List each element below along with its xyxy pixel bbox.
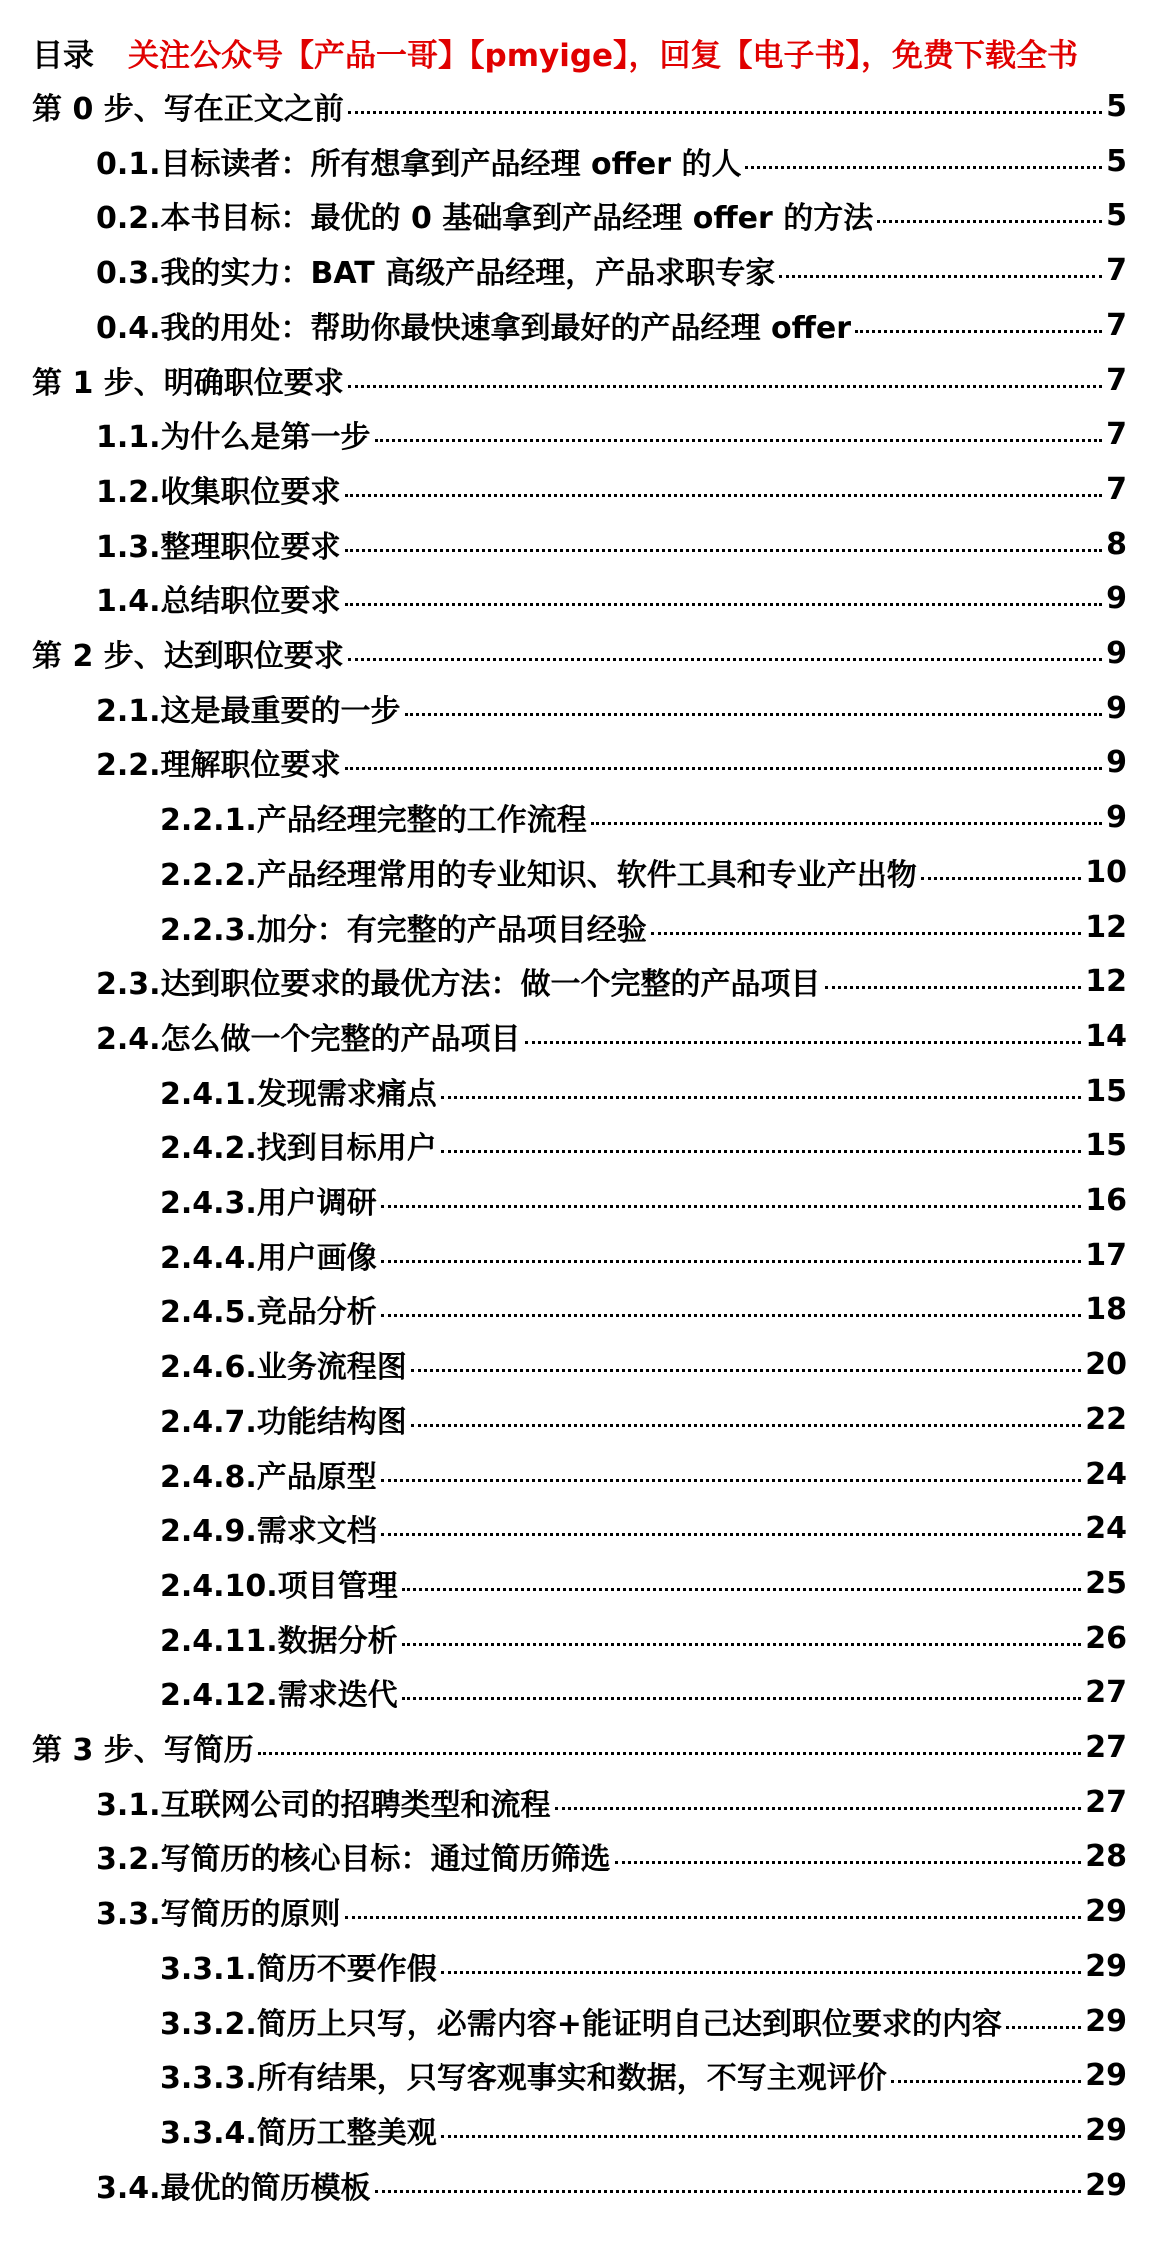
dot-leader bbox=[745, 166, 1102, 169]
toc-entry[interactable] bbox=[160, 1995, 1127, 2047]
dot-leader bbox=[441, 2135, 1081, 2138]
toc-entry-label: 2.4.12.需求迭代 bbox=[160, 1678, 398, 1713]
toc-entry-label: 2.4.11.数据分析 bbox=[160, 1624, 398, 1659]
dot-leader bbox=[345, 549, 1103, 552]
toc-entry[interactable] bbox=[96, 299, 1127, 351]
dot-leader bbox=[441, 1096, 1081, 1099]
toc-entry-label: 2.4.6.业务流程图 bbox=[160, 1350, 407, 1385]
toc-entry-label: 0.1.目标读者：所有想拿到产品经理 offer 的人 bbox=[96, 147, 742, 182]
toc-entry-label: 第 2 步、达到职位要求 bbox=[32, 639, 344, 674]
toc-entry[interactable] bbox=[96, 408, 1127, 460]
toc-entry-label: 0.2.本书目标：最优的 0 基础拿到产品经理 offer 的方法 bbox=[96, 201, 874, 236]
toc-entry-page-number: 16 bbox=[1085, 1182, 1127, 1218]
toc-entry-label: 2.2.1.产品经理完整的工作流程 bbox=[160, 803, 587, 838]
toc-entry[interactable] bbox=[160, 1174, 1127, 1226]
toc-entry-label: 2.2.2.产品经理常用的专业知识、软件工具和专业产出物 bbox=[160, 858, 917, 893]
toc-entry-label: 3.3.1.简历不要作假 bbox=[160, 1952, 437, 1987]
dot-leader bbox=[402, 1588, 1082, 1591]
toc-entry-label: 2.4.7.功能结构图 bbox=[160, 1405, 407, 1440]
toc-entry-page-number: 9 bbox=[1106, 635, 1127, 671]
toc-entry[interactable] bbox=[160, 1666, 1127, 1718]
dot-leader bbox=[779, 275, 1102, 278]
toc-entry-label: 2.3.达到职位要求的最优方法：做一个完整的产品项目 bbox=[96, 967, 821, 1002]
toc-entry[interactable] bbox=[96, 463, 1127, 515]
toc-entry[interactable] bbox=[96, 572, 1127, 624]
toc-entry-page-number: 29 bbox=[1085, 2057, 1127, 2093]
dot-leader bbox=[375, 439, 1103, 442]
toc-entry[interactable] bbox=[160, 1940, 1127, 1992]
toc-entry-page-number: 29 bbox=[1085, 1948, 1127, 1984]
toc-entry-label: 2.1.这是最重要的一步 bbox=[96, 694, 401, 729]
toc-entry-label: 第 3 步、写简历 bbox=[32, 1733, 254, 1768]
dot-leader bbox=[555, 1807, 1082, 1810]
toc-entry-page-number: 17 bbox=[1085, 1237, 1127, 1273]
toc-entry[interactable] bbox=[160, 1229, 1127, 1281]
toc-entry-label: 2.4.2.找到目标用户 bbox=[160, 1131, 437, 1166]
toc-entry-page-number: 15 bbox=[1085, 1073, 1127, 1109]
toc-entry[interactable] bbox=[160, 1065, 1127, 1117]
toc-entry[interactable] bbox=[32, 354, 1127, 406]
dot-leader bbox=[441, 1150, 1081, 1153]
toc-entry[interactable] bbox=[160, 846, 1127, 898]
toc-entry-label: 3.3.3.所有结果，只写客观事实和数据，不写主观评价 bbox=[160, 2061, 887, 2096]
toc-entry-label: 3.1.互联网公司的招聘类型和流程 bbox=[96, 1788, 551, 1823]
toc-entry-label: 2.4.8.产品原型 bbox=[160, 1460, 377, 1495]
toc-entry-page-number: 20 bbox=[1085, 1346, 1127, 1382]
toc-entry[interactable] bbox=[96, 1776, 1127, 1828]
toc-entry-page-number: 7 bbox=[1106, 307, 1127, 343]
toc-entry-label: 0.4.我的用处：帮助你最快速拿到最好的产品经理 offer bbox=[96, 311, 852, 346]
toc-entry[interactable] bbox=[160, 2104, 1127, 2156]
toc-entry-page-number: 9 bbox=[1106, 744, 1127, 780]
toc-entry-label: 第 0 步、写在正文之前 bbox=[32, 92, 344, 127]
toc-entry-page-number: 26 bbox=[1085, 1620, 1127, 1656]
dot-leader bbox=[381, 1533, 1081, 1536]
toc-entry-page-number: 7 bbox=[1106, 471, 1127, 507]
toc-entry[interactable] bbox=[96, 518, 1127, 570]
toc-entry-page-number: 7 bbox=[1106, 252, 1127, 288]
dot-leader bbox=[381, 1479, 1081, 1482]
toc-entry-page-number: 15 bbox=[1085, 1127, 1127, 1163]
toc-entry-label: 1.1.为什么是第一步 bbox=[96, 420, 371, 455]
toc-entry-label: 2.2.3.加分：有完整的产品项目经验 bbox=[160, 913, 647, 948]
toc-entry-page-number: 22 bbox=[1085, 1401, 1127, 1437]
toc-entry[interactable] bbox=[160, 901, 1127, 953]
dot-leader bbox=[381, 1205, 1081, 1208]
toc-entry[interactable] bbox=[160, 791, 1127, 843]
dot-leader bbox=[375, 2190, 1082, 2193]
dot-leader bbox=[348, 658, 1102, 661]
toc-entry-page-number: 18 bbox=[1085, 1291, 1127, 1327]
toc-entry-label: 2.2.理解职位要求 bbox=[96, 748, 341, 783]
toc-entry-label: 1.4.总结职位要求 bbox=[96, 584, 341, 619]
toc-entry-label: 3.3.2.简历上只写，必需内容+能证明自己达到职位要求的内容 bbox=[160, 2007, 1002, 2042]
toc-entry[interactable] bbox=[160, 1338, 1127, 1390]
toc-entry[interactable] bbox=[96, 189, 1127, 241]
toc-entry-page-number: 12 bbox=[1085, 909, 1127, 945]
dot-leader bbox=[1006, 2026, 1081, 2029]
toc-entry-page-number: 12 bbox=[1085, 963, 1127, 999]
toc-entry[interactable] bbox=[160, 1612, 1127, 1664]
toc-entry-page-number: 27 bbox=[1085, 1674, 1127, 1710]
toc-entry-label: 2.4.3.用户调研 bbox=[160, 1186, 377, 1221]
toc-entry-page-number: 25 bbox=[1085, 1565, 1127, 1601]
dot-leader bbox=[921, 877, 1081, 880]
toc-entry[interactable] bbox=[160, 1393, 1127, 1445]
dot-leader bbox=[345, 603, 1103, 606]
toc-header bbox=[32, 30, 1078, 74]
dot-leader bbox=[441, 1971, 1081, 1974]
dot-leader bbox=[615, 1861, 1082, 1864]
dot-leader bbox=[381, 1260, 1081, 1263]
promo-notice: 关注公众号【产品一哥】【pmyige】，回复【电子书】，免费下载全书 bbox=[128, 37, 1079, 74]
toc-entry-page-number: 7 bbox=[1106, 416, 1127, 452]
toc-entry-page-number: 29 bbox=[1085, 1893, 1127, 1929]
toc-entry-label: 3.2.写简历的核心目标：通过简历筛选 bbox=[96, 1842, 611, 1877]
toc-entry-page-number: 5 bbox=[1106, 88, 1127, 124]
toc-entry[interactable] bbox=[96, 1010, 1127, 1062]
toc-entry-page-number: 8 bbox=[1106, 526, 1127, 562]
toc-entry-label: 3.3.4.简历工整美观 bbox=[160, 2116, 437, 2151]
toc-entry-page-number: 28 bbox=[1085, 1838, 1127, 1874]
toc-entry[interactable] bbox=[96, 1830, 1127, 1882]
toc-entry-label: 2.4.怎么做一个完整的产品项目 bbox=[96, 1022, 521, 1057]
toc-entry-label: 2.4.5.竞品分析 bbox=[160, 1295, 377, 1330]
dot-leader bbox=[345, 1916, 1082, 1919]
toc-entry-label: 0.3.我的实力：BAT 高级产品经理，产品求职专家 bbox=[96, 256, 776, 291]
dot-leader bbox=[825, 986, 1082, 989]
toc-entry[interactable] bbox=[96, 682, 1127, 734]
toc-entry-label: 2.4.4.用户画像 bbox=[160, 1241, 377, 1276]
toc-entry-page-number: 5 bbox=[1106, 143, 1127, 179]
dot-leader bbox=[411, 1369, 1081, 1372]
toc-entry-page-number: 9 bbox=[1106, 580, 1127, 616]
toc-entry[interactable] bbox=[160, 1119, 1127, 1171]
toc-entry-page-number: 27 bbox=[1085, 1784, 1127, 1820]
toc-entry-page-number: 29 bbox=[1085, 2003, 1127, 2039]
toc-entry[interactable] bbox=[96, 955, 1127, 1007]
toc-entry-page-number: 24 bbox=[1085, 1510, 1127, 1546]
toc-entry[interactable] bbox=[160, 1557, 1127, 1609]
toc-entry-label: 第 1 步、明确职位要求 bbox=[32, 366, 344, 401]
toc-entry[interactable] bbox=[96, 736, 1127, 788]
toc-entry-page-number: 5 bbox=[1106, 197, 1127, 233]
dot-leader bbox=[877, 220, 1102, 223]
dot-leader bbox=[402, 1643, 1082, 1646]
dot-leader bbox=[411, 1424, 1081, 1427]
toc-entry-label: 2.4.1.发现需求痛点 bbox=[160, 1077, 437, 1112]
toc-entry-page-number: 10 bbox=[1085, 854, 1127, 890]
dot-leader bbox=[651, 932, 1081, 935]
toc-entry[interactable] bbox=[96, 244, 1127, 296]
toc-entry-page-number: 9 bbox=[1106, 690, 1127, 726]
toc-title: 目录 bbox=[32, 37, 94, 74]
toc-entry-label: 2.4.10.项目管理 bbox=[160, 1569, 398, 1604]
toc-entry-label: 3.4.最优的简历模板 bbox=[96, 2171, 371, 2206]
dot-leader bbox=[402, 1697, 1082, 1700]
toc-entry-page-number: 14 bbox=[1085, 1018, 1127, 1054]
toc-entry[interactable] bbox=[96, 135, 1127, 187]
toc-entry[interactable] bbox=[32, 80, 1127, 132]
toc-entry-label: 2.4.9.需求文档 bbox=[160, 1514, 377, 1549]
toc-entry-page-number: 24 bbox=[1085, 1456, 1127, 1492]
toc-entry-page-number: 29 bbox=[1085, 2112, 1127, 2148]
toc-entry[interactable] bbox=[160, 1283, 1127, 1335]
dot-leader bbox=[591, 822, 1102, 825]
toc-entry-page-number: 29 bbox=[1085, 2167, 1127, 2203]
toc-entry[interactable] bbox=[96, 2159, 1127, 2211]
toc-entry[interactable] bbox=[160, 1502, 1127, 1554]
dot-leader bbox=[345, 494, 1103, 497]
toc-entry-page-number: 7 bbox=[1106, 362, 1127, 398]
toc-entry-label: 1.2.收集职位要求 bbox=[96, 475, 341, 510]
toc-entry[interactable] bbox=[160, 1448, 1127, 1500]
dot-leader bbox=[891, 2080, 1081, 2083]
dot-leader bbox=[348, 111, 1102, 114]
toc-entry-page-number: 9 bbox=[1106, 799, 1127, 835]
toc-entry[interactable] bbox=[32, 627, 1127, 679]
toc-entry[interactable] bbox=[160, 2049, 1127, 2101]
toc-entry[interactable] bbox=[96, 1885, 1127, 1937]
dot-leader bbox=[348, 385, 1102, 388]
dot-leader bbox=[381, 1314, 1081, 1317]
dot-leader bbox=[258, 1752, 1081, 1755]
dot-leader bbox=[405, 713, 1103, 716]
toc-entry[interactable] bbox=[32, 1721, 1127, 1773]
dot-leader bbox=[855, 330, 1102, 333]
toc-entry-label: 3.3.写简历的原则 bbox=[96, 1897, 341, 1932]
toc-entry-page-number: 27 bbox=[1085, 1729, 1127, 1765]
dot-leader bbox=[525, 1041, 1082, 1044]
dot-leader bbox=[345, 767, 1103, 770]
toc-entry-label: 1.3.整理职位要求 bbox=[96, 530, 341, 565]
